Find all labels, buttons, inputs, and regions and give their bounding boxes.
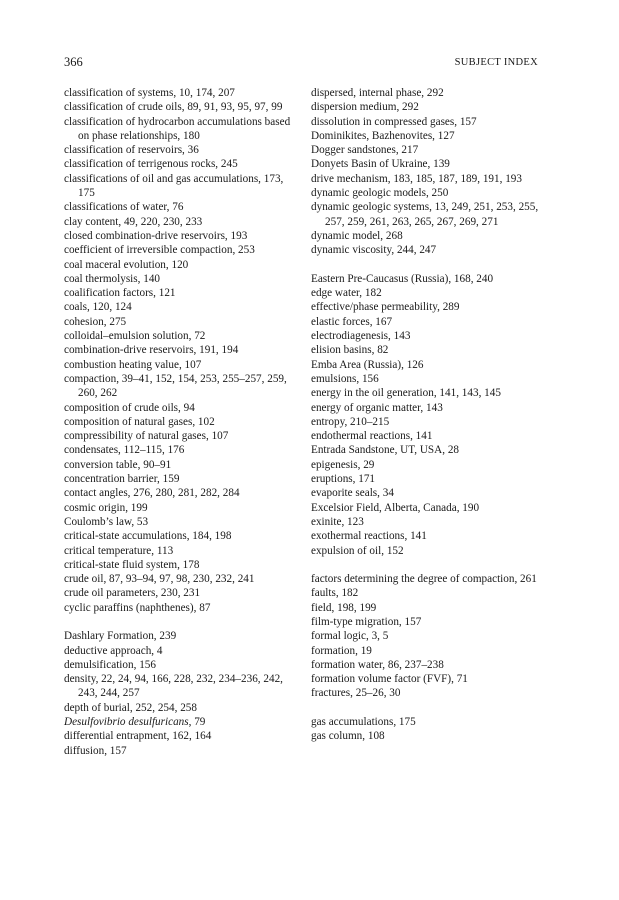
index-entry: dynamic geologic models, 250 xyxy=(311,187,449,200)
index-entry: formation water, 86, 237–238 xyxy=(311,658,444,671)
index-entry: critical temperature, 113 xyxy=(64,544,174,557)
index-entry: condensates, 112–115, 176 xyxy=(64,444,185,457)
index-entry: density, 22, 24, 94, 166, 228, 232, 234–236, 242, 243, 244, 257 xyxy=(64,673,283,700)
index-entry: classification of hydrocarbon accumulations based on phase relationships, 180 xyxy=(64,115,291,142)
index-entry: contact angles, 276, 280, 281, 282, 284 xyxy=(64,487,240,500)
index-entry: gas accumulations, 175 xyxy=(311,716,416,729)
index-entry: gas column, 108 xyxy=(311,730,385,743)
index-entry: classification of systems, 10, 174, 207 xyxy=(64,87,235,99)
index-entry: classification of crude oils, 89, 91, 93, 95, 97, 99 xyxy=(64,101,283,114)
index-entry: composition of crude oils, 94 xyxy=(64,401,195,414)
index-entry: conversion table, 90–91 xyxy=(64,458,172,471)
index-entry: faults, 182 xyxy=(311,587,359,600)
page-number: 366 xyxy=(64,55,83,69)
index-entry: edge water, 182 xyxy=(311,287,382,300)
index-entry: classification of reservoirs, 36 xyxy=(64,144,199,157)
index-entry: formation volume factor (FVF), 71 xyxy=(311,673,468,686)
index-entry: critical-state fluid system, 178 xyxy=(64,558,200,571)
index-entry: Emba Area (Russia), 126 xyxy=(311,358,424,371)
index-entry-italic: Desulfovibrio desulfuricans xyxy=(64,716,189,729)
index-column-right xyxy=(311,86,547,744)
index-entry: exothermal reactions, 141 xyxy=(311,530,427,543)
index-entry: drive mechanism, 183, 185, 187, 189, 191, 193 xyxy=(311,172,522,185)
index-entry: Donyets Basin of Ukraine, 139 xyxy=(311,158,450,171)
running-head: SUBJECT INDEX xyxy=(454,57,538,68)
index-entry: critical-state accumulations, 184, 198 xyxy=(64,530,232,543)
index-entry: demulsification, 156 xyxy=(64,658,156,671)
index-entry: effective/phase permeability, 289 xyxy=(311,301,460,314)
index-entry: combustion heating value, 107 xyxy=(64,358,202,371)
index-entry: depth of burial, 252, 254, 258 xyxy=(64,701,197,714)
index-entry: clay content, 49, 220, 230, 233 xyxy=(64,215,203,228)
index-entry: colloidal–emulsion solution, 72 xyxy=(64,330,206,343)
index-entry: expulsion of oil, 152 xyxy=(311,544,404,557)
index-entry: coal thermolysis, 140 xyxy=(64,272,161,285)
index-entry: dissolution in compressed gases, 157 xyxy=(311,115,477,128)
index-entry: coals, 120, 124 xyxy=(64,301,132,314)
index-entry: evaporite seals, 34 xyxy=(311,487,394,500)
index-entry: energy of organic matter, 143 xyxy=(311,401,443,414)
index-column-left xyxy=(64,86,299,758)
index-entry: classification of terrigenous rocks, 245 xyxy=(64,158,238,171)
index-entry: formation, 19 xyxy=(311,644,372,657)
index-entry: Excelsior Field, Alberta, Canada, 190 xyxy=(311,501,480,514)
index-entry: Dominikites, Bazhenovites, 127 xyxy=(311,129,455,142)
index-entry: Coulomb’s law, 53 xyxy=(64,515,149,528)
index-entry: Entrada Sandstone, UT, USA, 28 xyxy=(311,444,460,457)
index-entry: entropy, 210–215 xyxy=(311,415,390,428)
index-entry: elision basins, 82 xyxy=(311,344,389,357)
index-entry: Eastern Pre-Caucasus (Russia), 168, 240 xyxy=(311,272,494,285)
index-entry: closed combination-drive reservoirs, 193 xyxy=(64,229,248,242)
index-entry-pages: , 79 xyxy=(188,716,206,729)
index-entry: crude oil parameters, 230, 231 xyxy=(64,587,201,600)
index-entry: epigenesis, 29 xyxy=(311,458,375,471)
index-entry: differential entrapment, 162, 164 xyxy=(64,730,212,743)
index-entry: elastic forces, 167 xyxy=(311,315,393,328)
index-entry: crude oil, 87, 93–94, 97, 98, 230, 232, 241 xyxy=(64,573,255,586)
index-entry: exinite, 123 xyxy=(311,515,364,528)
index-entry: Dashlary Formation, 239 xyxy=(64,630,177,643)
index-entry: film-type migration, 157 xyxy=(311,615,422,628)
index-entry: fractures, 25–26, 30 xyxy=(311,687,401,700)
index-entry: cosmic origin, 199 xyxy=(64,501,148,514)
index-entry: emulsions, 156 xyxy=(311,372,379,385)
index-entry: coal maceral evolution, 120 xyxy=(64,258,189,271)
index-entry: dispersion medium, 292 xyxy=(311,101,419,114)
index-entry: electrodiagenesis, 143 xyxy=(311,330,411,343)
index-entry: cyclic paraffins (naphthenes), 87 xyxy=(64,601,211,614)
index-entry: Dogger sandstones, 217 xyxy=(311,144,419,157)
index-entry: dispersed, internal phase, 292 xyxy=(311,87,444,99)
index-entry: composition of natural gases, 102 xyxy=(64,415,215,428)
index-entry: coefficient of irreversible compaction, 253 xyxy=(64,244,255,257)
index-entry: cohesion, 275 xyxy=(64,315,127,328)
index-entry: classifications of oil and gas accumulations, 173, 175 xyxy=(64,172,284,200)
index-entry: classifications of water, 76 xyxy=(64,201,184,214)
index-entry: eruptions, 171 xyxy=(311,473,376,486)
index-entry: deductive approach, 4 xyxy=(64,644,163,657)
index-entry: coalification factors, 121 xyxy=(64,287,176,300)
index-entry: energy in the oil generation, 141, 143, 145 xyxy=(311,387,501,400)
index-entry: dynamic model, 268 xyxy=(311,229,403,242)
index-entry: endothermal reactions, 141 xyxy=(311,430,433,443)
index-entry: compaction, 39–41, 152, 154, 253, 255–257, 259, 260, 262 xyxy=(64,372,287,400)
index-entry: diffusion, 157 xyxy=(64,744,127,757)
index-entry: compressibility of natural gases, 107 xyxy=(64,430,229,443)
index-entry: field, 198, 199 xyxy=(311,601,377,614)
index-entry: dynamic viscosity, 244, 247 xyxy=(311,244,437,257)
index-entry: factors determining the degree of compaction, 261 xyxy=(311,573,537,586)
index-entry: combination-drive reservoirs, 191, 194 xyxy=(64,344,239,357)
index-entry: concentration barrier, 159 xyxy=(64,473,180,486)
index-entry: dynamic geologic systems, 13, 249, 251, 253, 255, 257, 259, 261, 263, 265, 267, 269, 271 xyxy=(311,201,539,228)
index-entry xyxy=(64,715,299,729)
index-entry: formal logic, 3, 5 xyxy=(311,630,389,643)
